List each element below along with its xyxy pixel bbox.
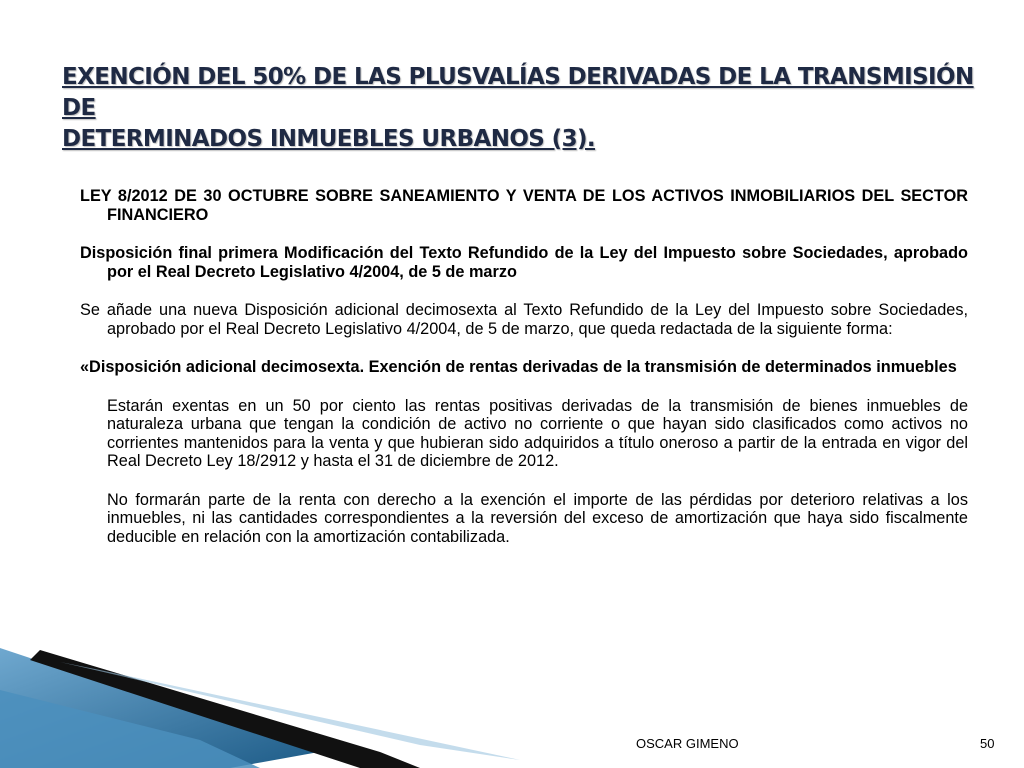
exclusion-paragraph: No formarán parte de la renta con derecho a la exención el importe de las pérdidas por deterioro relativas a los inmuebles, ni las cantidades correspondientes a la reversión del exceso de amortización que haya sido fiscalmente deducible en relación con la amortización contabilizada.	[107, 490, 968, 546]
footer-author: OSCAR GIMENO	[636, 736, 739, 751]
final-provision-paragraph: Disposición final primera Modificación del Texto Refundido de la Ley del Impuesto sobre Sociedades, aprobado por el Real Decreto Legislativo 4/2004, de 5 de marzo	[80, 244, 968, 281]
page-number: 50	[980, 736, 995, 751]
slide-body	[80, 187, 968, 566]
title-line-1: EXENCIÓN DEL 50% DE LAS PLUSVALÍAS DERIVADAS DE LA TRANSMISIÓN DE	[62, 64, 974, 121]
decor-black-stripe	[30, 650, 420, 768]
slide-title	[62, 62, 982, 155]
title-line-2: DETERMINADOS INMUEBLES URBANOS (3).	[62, 126, 596, 152]
provision-title-paragraph: «Disposición adicional decimosexta. Exención de rentas derivadas de la transmisión de determinados inmuebles	[80, 358, 957, 376]
decor-light-stripe	[0, 690, 260, 768]
added-provision-paragraph: Se añade una nueva Disposición adicional decimosexta al Texto Refundido de la Ley del Impuesto sobre Sociedades, aprobado por el Real Decreto Legislativo 4/2004, de 5 de marzo, que queda redactada de la siguiente forma:	[80, 301, 968, 338]
decor-thin-line	[60, 662, 520, 760]
exemption-paragraph: Estarán exentas en un 50 por ciento las rentas positivas derivadas de la transmisión de bienes inmuebles de naturaleza urbana que tengan la condición de activo no corriente o que hayan sido clasificados como activos no corrientes mantenidos para la venta y que hubieran sido adquiridos a título oneroso a partir de la entrada en vigor del Real Decreto Ley 18/2912 y hasta el 31 de diciembre de 2012.	[107, 396, 968, 470]
decor-blue-band	[0, 648, 330, 768]
law-heading: LEY 8/2012 DE 30 OCTUBRE SOBRE SANEAMIENTO Y VENTA DE LOS ACTIVOS INMOBILIARIOS DEL SECTOR FINANCIERO	[80, 187, 968, 224]
